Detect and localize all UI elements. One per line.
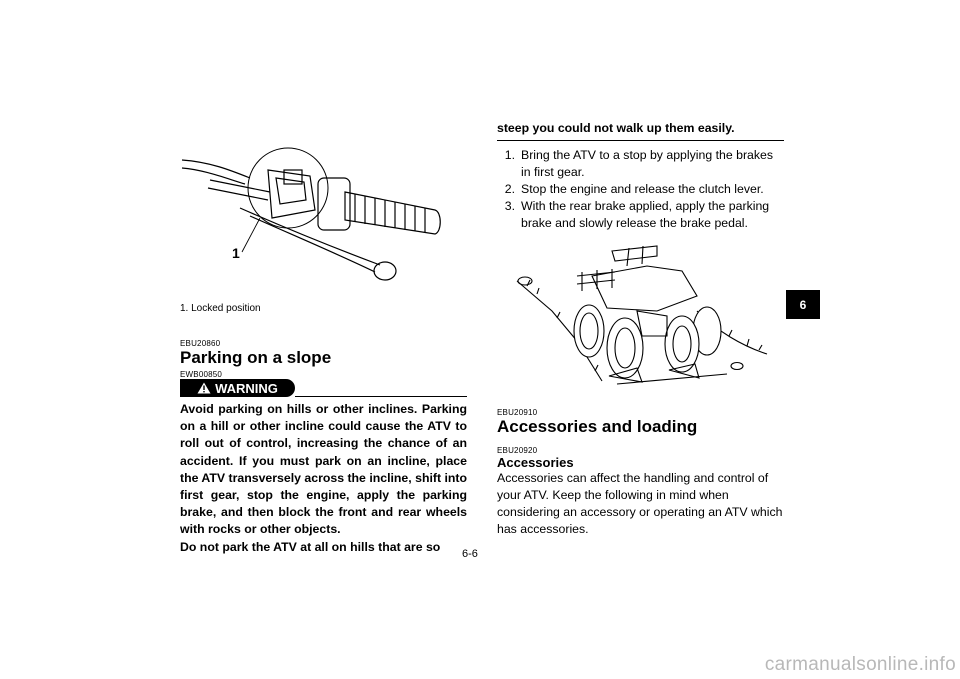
figure-caption: 1. Locked position: [180, 303, 261, 314]
brake-lever-figure: [180, 140, 467, 314]
left-column: [180, 140, 467, 556]
body-text: Accessories can affect the handling and control of your ATV. Keep the following in mind when considering an accessory or operating an ATV which has accessories.: [497, 471, 783, 536]
section-code: EBU20860: [180, 339, 221, 348]
right-column: [497, 120, 784, 538]
watermark: carmanualsonline.info: [764, 654, 956, 675]
warning-text-continued: Do not park the ATV at all on hills that are so: [180, 539, 441, 554]
warning-code: EWB00850: [180, 370, 223, 379]
subsection-code: EBU20920: [497, 446, 538, 455]
warning-label: WARNING: [215, 380, 278, 396]
list-item: 3. With the rear brake applied, apply the parking brake and slowly release the brake pedal.: [504, 199, 770, 230]
warning-continued: steep you could not walk up them easily.: [497, 120, 784, 141]
warning-badge: [180, 379, 295, 397]
section-code: EBU20910: [497, 408, 538, 417]
warning-rule: [295, 396, 467, 397]
handlebar-lock-illustration: [180, 140, 467, 298]
warning-banner: [180, 379, 467, 397]
parking-steps: [497, 147, 784, 232]
subsection-title: Accessories: [497, 455, 574, 470]
chapter-tab: 6: [786, 290, 820, 319]
warning-triangle-icon: [197, 382, 211, 394]
section-title: Parking on a slope: [180, 348, 332, 367]
atv-on-slope-illustration: [497, 236, 784, 401]
callout-number: 1: [232, 245, 240, 261]
warning-text: Avoid parking on hills or other inclines. Parking on a hill or other incline could cause the ATV to roll out of control, increasing the chance of an accident. If you must park on an incline, place the ATV transversely across the incline, shift into first gear, stop the engine, apply the parking brake, and then block the front and rear wheels with rocks or other objects.: [180, 402, 468, 537]
page-number: 6-6: [462, 548, 478, 560]
list-item: 1. Bring the ATV to a stop by applying the brakes in first gear.: [504, 148, 774, 179]
list-item: 2. Stop the engine and release the clutch lever.: [504, 182, 764, 196]
section-title: Accessories and loading: [497, 417, 698, 436]
